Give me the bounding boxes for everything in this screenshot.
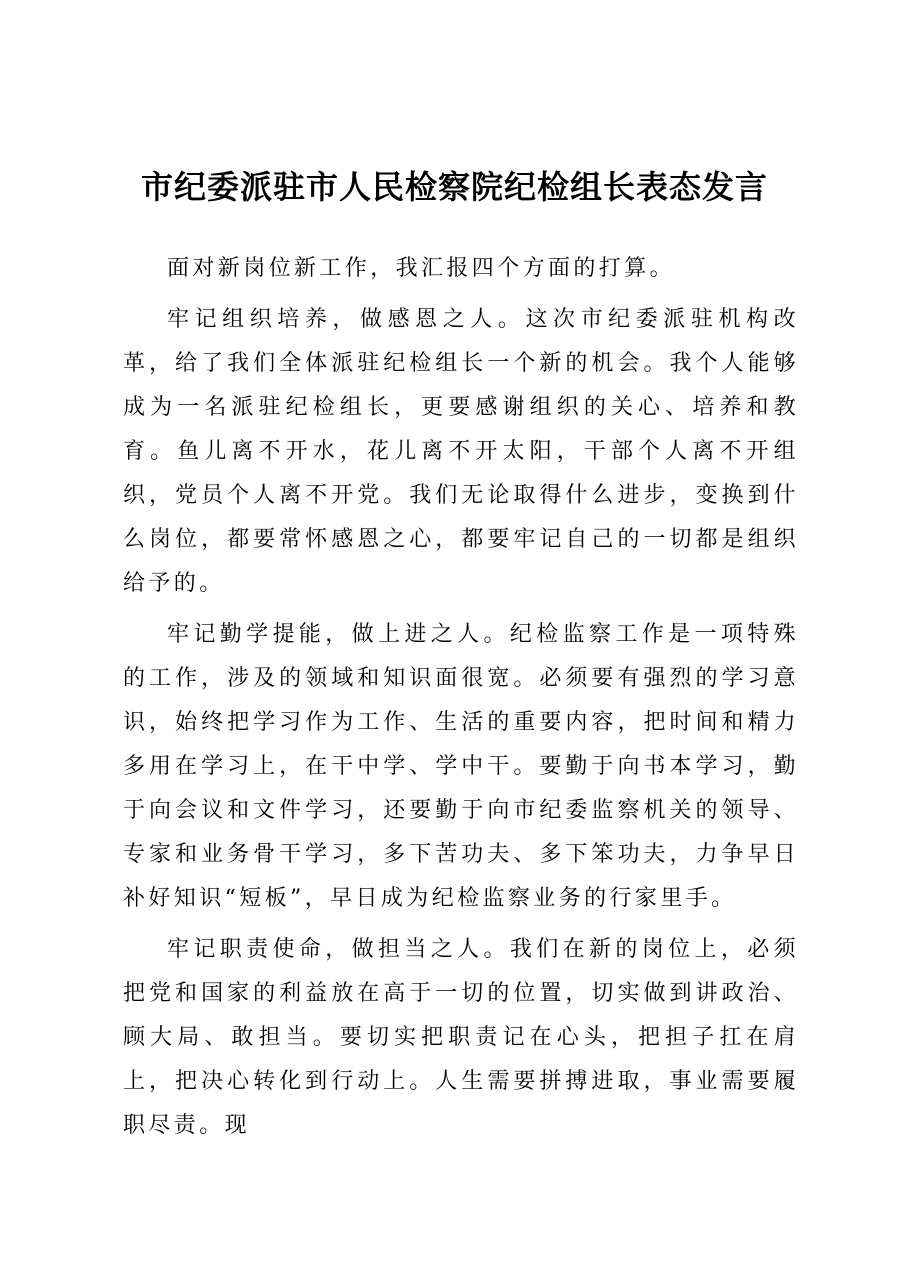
document-body [123,247,799,1155]
paragraph-learning: 牢记勤学提能，做上进之人。纪检监察工作是一项特殊的工作，涉及的领域和知识面很宽。必须要有强烈的学习意识，始终把学习作为工作、生活的重要内容，把时间和精力多用在学习上，在干中学、学中干。要勤于向书本学习，勤于向会议和文件学习，还要勤于向市纪委监察机关的领导、专家和业务骨干学习，多下苦功夫、多下笨功夫，力争早日补好知识“短板”，早日成为纪检监察业务的行家里手。 [123,622,799,911]
paragraph-intro: 面对新岗位新工作，我汇报四个方面的打算。 [167,256,676,281]
document-title: 市纪委派驻市人民检察院纪检组长表态发言 [140,168,768,206]
paragraph-responsibility: 牢记职责使命，做担当之人。我们在新的岗位上，必须把党和国家的利益放在高于一切的位置，切实做到讲政治、顾大局、敢担当。要切实把职责记在心头，把担子扛在肩上，把决心转化到行动上。人生需要拼搏进取，事业需要履职尽责。现 [123,937,799,1138]
paragraph-gratitude: 牢记组织培养，做感恩之人。这次市纪委派驻机构改革，给了我们全体派驻纪检组长一个新的机会。我个人能够成为一名派驻纪检组长，更要感谢组织的关心、培养和教育。鱼儿离不开水，花儿离不开太阳，干部个人离不开组织，党员个人离不开党。我们无论取得什么进步，变换到什么岗位，都要常怀感恩之心，都要牢记自己的一切都是组织给予的。 [123,307,799,596]
